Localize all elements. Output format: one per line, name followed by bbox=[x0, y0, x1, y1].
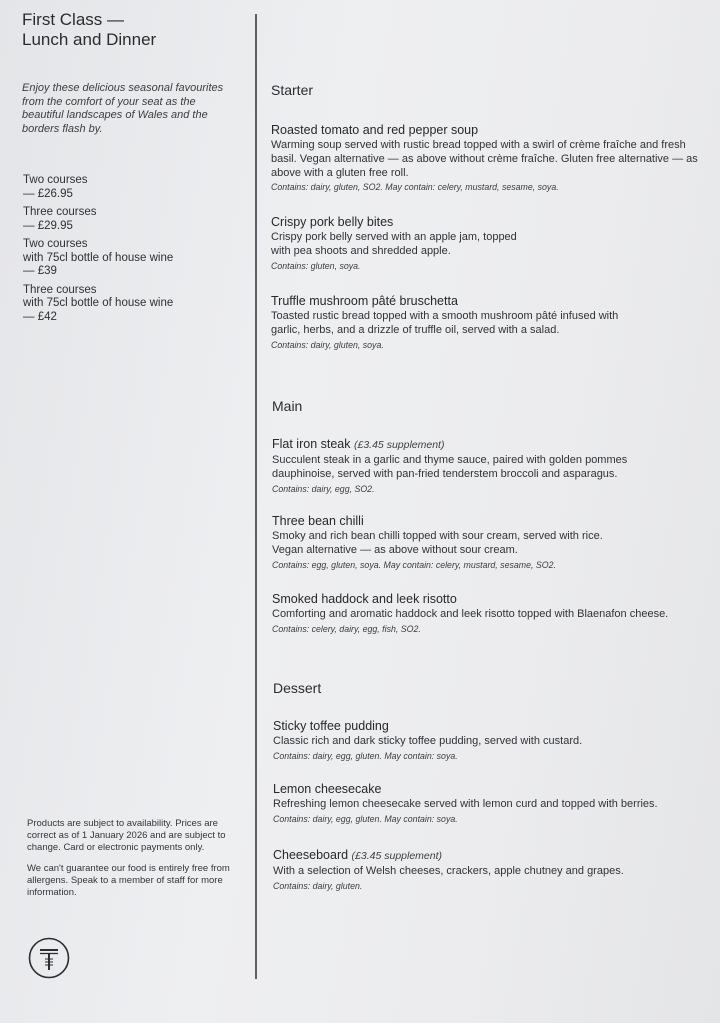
section-title-dessert: Dessert bbox=[273, 680, 322, 696]
dish-title: Sticky toffee pudding bbox=[273, 719, 389, 733]
dish-description: Warming soup served with rustic bread topped with a swirl of crème fraîche and fresh basil. Vegan alternative — as above without crème fraîche. Gluten free alternative — as above with a gluten free roll. bbox=[271, 139, 698, 179]
dish-name bbox=[273, 782, 703, 797]
price-courses: Three courses bbox=[23, 206, 97, 218]
dish-item bbox=[273, 848, 703, 892]
dish-name bbox=[271, 294, 701, 309]
dish-item bbox=[271, 215, 701, 272]
dish-title: Smoked haddock and leek risotto bbox=[272, 592, 457, 606]
dish-description: Classic rich and dark sticky toffee pudding, served with custard. bbox=[273, 735, 583, 747]
allergen-note: We can't guarantee our food is entirely free from allergens. Speak to a member of staff for more information. bbox=[27, 863, 230, 898]
price-list bbox=[23, 174, 243, 329]
dish-title: Roasted tomato and red pepper soup bbox=[271, 123, 479, 137]
price-courses: Two courses bbox=[23, 238, 88, 250]
price-extra: with 75cl bottle of house wine bbox=[23, 297, 174, 309]
dish-description: With a selection of Welsh cheeses, crackers, apple chutney and grapes. bbox=[273, 865, 624, 877]
dish-name bbox=[272, 592, 702, 607]
dish-name bbox=[272, 437, 702, 453]
dish-description: Toasted rustic bread topped with a smooth mushroom pâté infused with garlic, herbs, and a drizzle of truffle oil, served with a salad. bbox=[271, 310, 619, 336]
column-divider bbox=[255, 14, 257, 979]
price-courses: Two courses bbox=[23, 174, 88, 186]
dish-allergens: Contains: dairy, gluten, SO2. May contain: celery, mustard, sesame, soya. bbox=[271, 182, 559, 193]
dish-item bbox=[271, 294, 701, 351]
price-value: — £26.95 bbox=[23, 187, 73, 200]
price-courses: Three courses bbox=[23, 283, 97, 296]
dish-title: Crispy pork belly bites bbox=[271, 215, 394, 229]
title-line-2: Lunch and Dinner bbox=[22, 30, 157, 49]
price-value: — £42 bbox=[23, 310, 57, 323]
price-item bbox=[23, 206, 243, 233]
dish-description: Smoky and rich bean chilli topped with sour cream, served with rice. Vegan alternative — as above without sour cream. bbox=[272, 530, 603, 556]
dish-title: Truffle mushroom pâté bruschetta bbox=[271, 294, 458, 308]
dish-title: Cheeseboard bbox=[273, 848, 349, 862]
page-title bbox=[22, 10, 156, 50]
dish-item bbox=[272, 514, 702, 571]
footer-notes bbox=[27, 818, 242, 908]
dish-allergens: Contains: dairy, egg, gluten. May contain: soya. bbox=[273, 813, 458, 824]
price-value: — £29.95 bbox=[23, 219, 73, 232]
dish-item bbox=[272, 592, 702, 635]
dish-description: Refreshing lemon cheesecake served with lemon curd and topped with berries. bbox=[273, 798, 658, 810]
dish-item bbox=[271, 123, 701, 193]
title-line-1: First Class — bbox=[22, 10, 124, 29]
dish-name bbox=[273, 719, 703, 734]
dish-item bbox=[273, 719, 703, 762]
dish-name bbox=[271, 215, 701, 230]
availability-note: Products are subject to availability. Prices are correct as of 1 January 2026 and are subject to change. Card or electronic payments only. bbox=[27, 818, 226, 853]
dish-allergens: Contains: egg, gluten, soya. May contain: celery, mustard, sesame, SO2. bbox=[272, 559, 556, 570]
price-item bbox=[23, 284, 243, 325]
section-title-starter: Starter bbox=[271, 82, 314, 98]
dish-allergens: Contains: dairy, gluten, soya. bbox=[271, 339, 384, 350]
dish-name bbox=[273, 848, 703, 864]
price-item bbox=[23, 174, 243, 201]
dish-supplement: (£3.45 supplement) bbox=[354, 439, 445, 451]
operator-logo-icon bbox=[28, 937, 70, 979]
dish-allergens: Contains: gluten, soya. bbox=[271, 260, 361, 271]
dish-description: Succulent steak in a garlic and thyme sauce, paired with golden pommes dauphinoise, served with pan-fried tenderstem broccoli and asparagus. bbox=[272, 454, 628, 480]
dish-name bbox=[271, 123, 701, 138]
price-item bbox=[23, 238, 243, 279]
price-extra: with 75cl bottle of house wine bbox=[23, 251, 174, 264]
dish-item bbox=[273, 782, 703, 825]
dish-description: Comforting and aromatic haddock and leek risotto topped with Blaenafon cheese. bbox=[272, 608, 669, 620]
dish-allergens: Contains: dairy, egg, gluten. May contain: soya. bbox=[273, 750, 458, 761]
dish-supplement: (£3.45 supplement) bbox=[351, 850, 443, 862]
dish-item bbox=[272, 437, 702, 495]
intro-text: Enjoy these delicious seasonal favourites from the comfort of your seat as the beautiful landscapes of Wales and the borders flash by. bbox=[22, 82, 224, 135]
dish-title: Lemon cheesecake bbox=[273, 782, 382, 796]
dish-allergens: Contains: dairy, egg, SO2. bbox=[272, 483, 375, 494]
dish-allergens: Contains: dairy, gluten. bbox=[273, 880, 363, 891]
dish-title: Three bean chilli bbox=[272, 514, 364, 528]
price-value: — £39 bbox=[23, 265, 57, 277]
dish-description: Crispy pork belly served with an apple jam, topped with pea shoots and shredded apple. bbox=[271, 231, 517, 257]
dish-allergens: Contains: celery, dairy, egg, fish, SO2. bbox=[272, 623, 421, 634]
section-title-main: Main bbox=[272, 398, 303, 414]
dish-title: Flat iron steak bbox=[272, 437, 351, 451]
dish-name bbox=[272, 514, 702, 529]
